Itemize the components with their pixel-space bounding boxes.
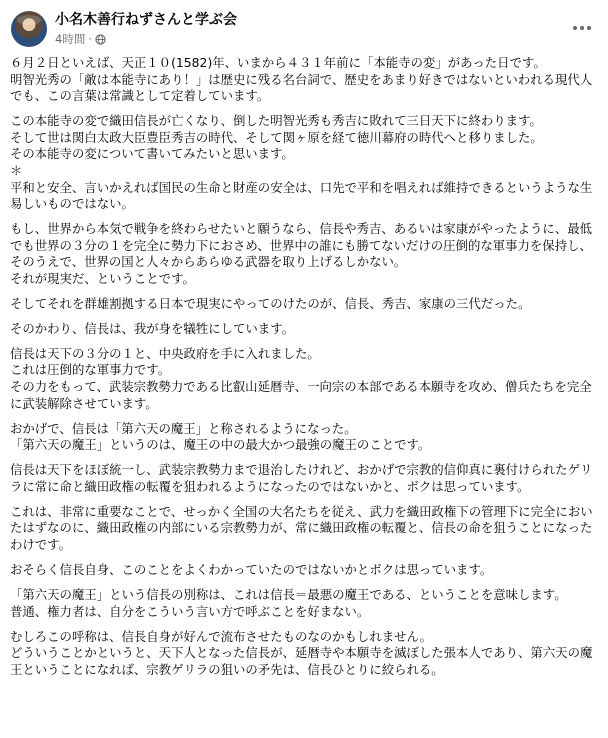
globe-icon[interactable] — [95, 34, 106, 45]
post-timestamp[interactable]: 4時間 — [55, 32, 86, 46]
more-options-icon[interactable] — [570, 18, 594, 38]
post-paragraph: そしてそれを群雄割拠する日本で現実にやってのけたのが、信長、秀吉、家康の三代だった。 — [10, 295, 531, 311]
post-paragraph: そのかわり、信長は、我が身を犠牲にしています。 — [10, 320, 294, 336]
post-paragraph: もし、世界から本気で戦争を終わらせたいと願うなら、信長や秀吉、あるいは家康がやったように、最低でも世界の３分の１を完全に勢力下におさめ、世界中の誰にも勝てないだけの圧倒的な軍事力を保持し、そのうえで、世界の国と人々からあらゆる武器を取り上げるしかない。 それが現実だ、ということです。 — [10, 221, 592, 286]
post-paragraph: この本能寺の変で織田信長が亡くなり、倒した明智光秀も秀吉に敗れて三日天下に終わります。 そして世は関白太政大臣豊臣秀吉の時代、そして関ヶ原を経て徳川幕府の時代へと移りました。 その本能寺の変について書いてみたいと思います。 ＊ 平和と安全、言いかえれば国民の生命と財産の安全は、口先で平和を唱えれば維持できるというような生易しいものではない。 — [10, 113, 593, 212]
post-paragraph: おかげで、信長は「第六天の魔王」と称されるようになった。 「第六天の魔王」というのは、魔王の中の最大かつ最強の魔王のことです。 — [10, 420, 431, 453]
page-name-link[interactable]: 小名木善行ねずさんと学ぶ会 — [55, 12, 237, 28]
meta-separator: · — [88, 32, 92, 46]
post-paragraph: おそらく信長自身、このことをよくわかっていたのではないかとボクは思っています。 — [10, 561, 493, 577]
page-avatar[interactable] — [11, 11, 47, 47]
post-paragraph: 信長は天下の３分の１と、中央政府を手に入れました。 これは圧倒的な軍事力です。 その力をもって、武装宗教勢力である比叡山延暦寺、一向宗の本部である本願寺を攻め、僧兵たちを完全に武装解除させています。 — [10, 345, 592, 411]
post-body — [10, 55, 598, 687]
post-paragraph: むしろこの呼称は、信長自身が好んで流布させたものなのかもしれません。 どういうことかというと、天下人となった信長が、延暦寺や本願寺を滅ぼした張本人であり、第六天の魔王ということになれば、宗教ゲリラの狙いの矛先は、信長ひとりに絞られる。 — [10, 628, 593, 677]
post-paragraph: ６月２日といえば、天正１０(1582)年、いまから４３１年前に「本能寺の変」があった日です。 明智光秀の「敵は本能寺にあり！」は歴史に残る名台詞で、歴史をあまり好きではないといわれる現代人でも、この言葉は常識として定着しています。 — [10, 55, 593, 104]
post-meta — [55, 32, 106, 46]
post-paragraph: 信長は天下をほぼ統一し、武装宗教勢力まで退治したけれど、おかげで宗教的信仰真に裏付けられたゲリラに常に命と織田政権の転覆を狙われるようになったのではないかと、ボクは思っています。 — [10, 462, 593, 494]
post-paragraph: 「第六天の魔王」という信長の別称は、これは信長＝最悪の魔王である、ということを意味します。 普通、権力者は、自分をこういう言い方で呼ぶことを好まない。 — [10, 586, 567, 619]
post-header — [0, 0, 608, 56]
post-paragraph: これは、非常に重要なことで、せっかく全国の大名たちを従え、武力を織田政権下の管理下に完全においたはずなのに、織田政権の内部にいる宗教勢力が、常に織田政権の転覆と、信長の命を狙うことになったわけです。 — [10, 503, 593, 552]
